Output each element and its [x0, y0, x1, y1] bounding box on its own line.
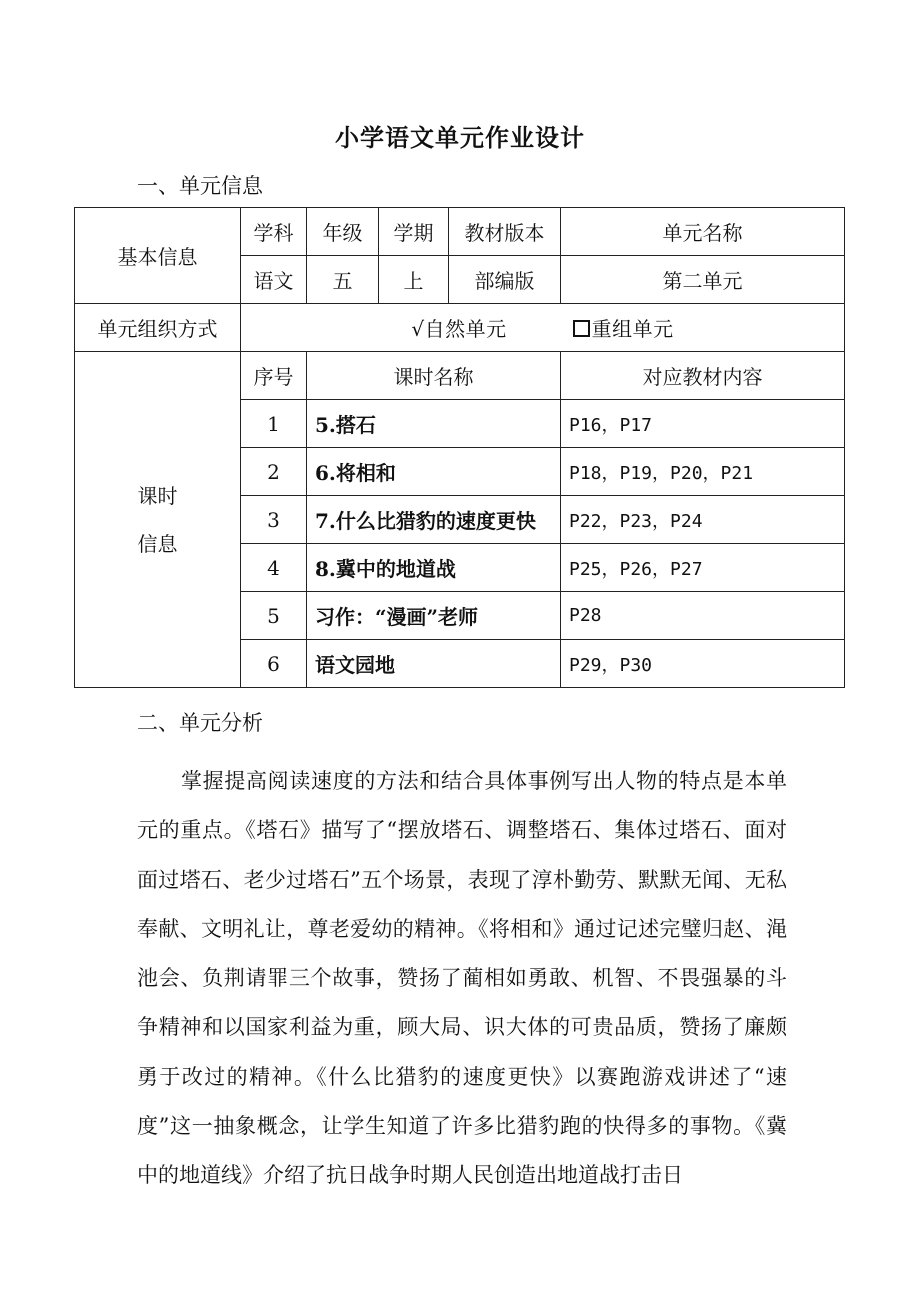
lesson-pages: P28 [561, 592, 845, 640]
lesson-pages: P25，P26，P27 [561, 544, 845, 592]
lesson-no: 5 [241, 592, 307, 640]
org-row [75, 304, 845, 352]
section-heading-unit-info: 一、单元信息 [137, 174, 263, 198]
option-natural-unit: √自然单元 [411, 317, 507, 341]
lesson-header-row [75, 352, 845, 400]
value-unit-name: 第二单元 [561, 256, 845, 304]
lesson-no: 2 [241, 448, 307, 496]
lesson-pages: P22，P23，P24 [561, 496, 845, 544]
header-subject: 学科 [241, 208, 307, 256]
lesson-name: 7.什么比猎豹的速度更快 [307, 496, 561, 544]
section-heading-unit-analysis: 二、单元分析 [137, 711, 263, 735]
lesson-pages: P16，P17 [561, 400, 845, 448]
lesson-name: 5.搭石 [307, 400, 561, 448]
header-no: 序号 [241, 352, 307, 400]
header-edition: 教材版本 [449, 208, 561, 256]
basic-info-label: 基本信息 [75, 208, 241, 304]
option-regroup-unit: 重组单元 [591, 317, 674, 341]
header-unit-name: 单元名称 [561, 208, 845, 256]
lesson-label-line1: 课时 [137, 483, 178, 508]
value-subject: 语文 [241, 256, 307, 304]
page-title: 小学语文单元作业设计 [335, 123, 585, 152]
lesson-name: 习作：“漫画”老师 [307, 592, 561, 640]
analysis-paragraph: 掌握提高阅读速度的方法和结合具体事例写出人物的特点是本单元的重点。《塔石》描写了“摆放塔石、调整塔石、集体过塔石、面对面过塔石、老少过塔石”五个场景，表现了淳朴勤劳、默默无闻、无私奉献、文明礼让，尊老爱幼的精神。《将相和》通过记述完璧归赵、渑池会、负荆请罪三个故事，赞扬了蔺相如勇敢、机智、不畏强暴的斗争精神和以国家利益为重，顾大局、识大体的可贵品质，赞扬了廉颇勇于改过的精神。《什么比猎豹的速度更快》以赛跑游戏讲述了“速度”这一抽象概念，让学生知道了许多比猎豹跑的快得多的事物。《冀中的地道线》介绍了抗日战争时期人民创造出地道战打击日 [137, 769, 787, 1188]
lesson-no: 4 [241, 544, 307, 592]
lesson-pages: P18，P19，P20，P21 [561, 448, 845, 496]
checkbox-icon [573, 320, 590, 337]
lesson-info-label [75, 352, 241, 688]
org-options [241, 304, 845, 352]
basic-info-header-row [75, 208, 845, 256]
value-edition: 部编版 [449, 256, 561, 304]
header-grade: 年级 [307, 208, 379, 256]
header-term: 学期 [379, 208, 449, 256]
lesson-no: 1 [241, 400, 307, 448]
header-lesson-name: 课时名称 [307, 352, 561, 400]
org-label: 单元组织方式 [75, 304, 241, 352]
lesson-name: 语文园地 [307, 640, 561, 688]
lesson-no: 6 [241, 640, 307, 688]
unit-info-table [74, 207, 845, 688]
header-pages: 对应教材内容 [561, 352, 845, 400]
value-term: 上 [379, 256, 449, 304]
lesson-label-line2: 信息 [137, 531, 178, 556]
lesson-name: 8.冀中的地道战 [307, 544, 561, 592]
lesson-name: 6.将相和 [307, 448, 561, 496]
value-grade: 五 [307, 256, 379, 304]
lesson-pages: P29，P30 [561, 640, 845, 688]
lesson-no: 3 [241, 496, 307, 544]
